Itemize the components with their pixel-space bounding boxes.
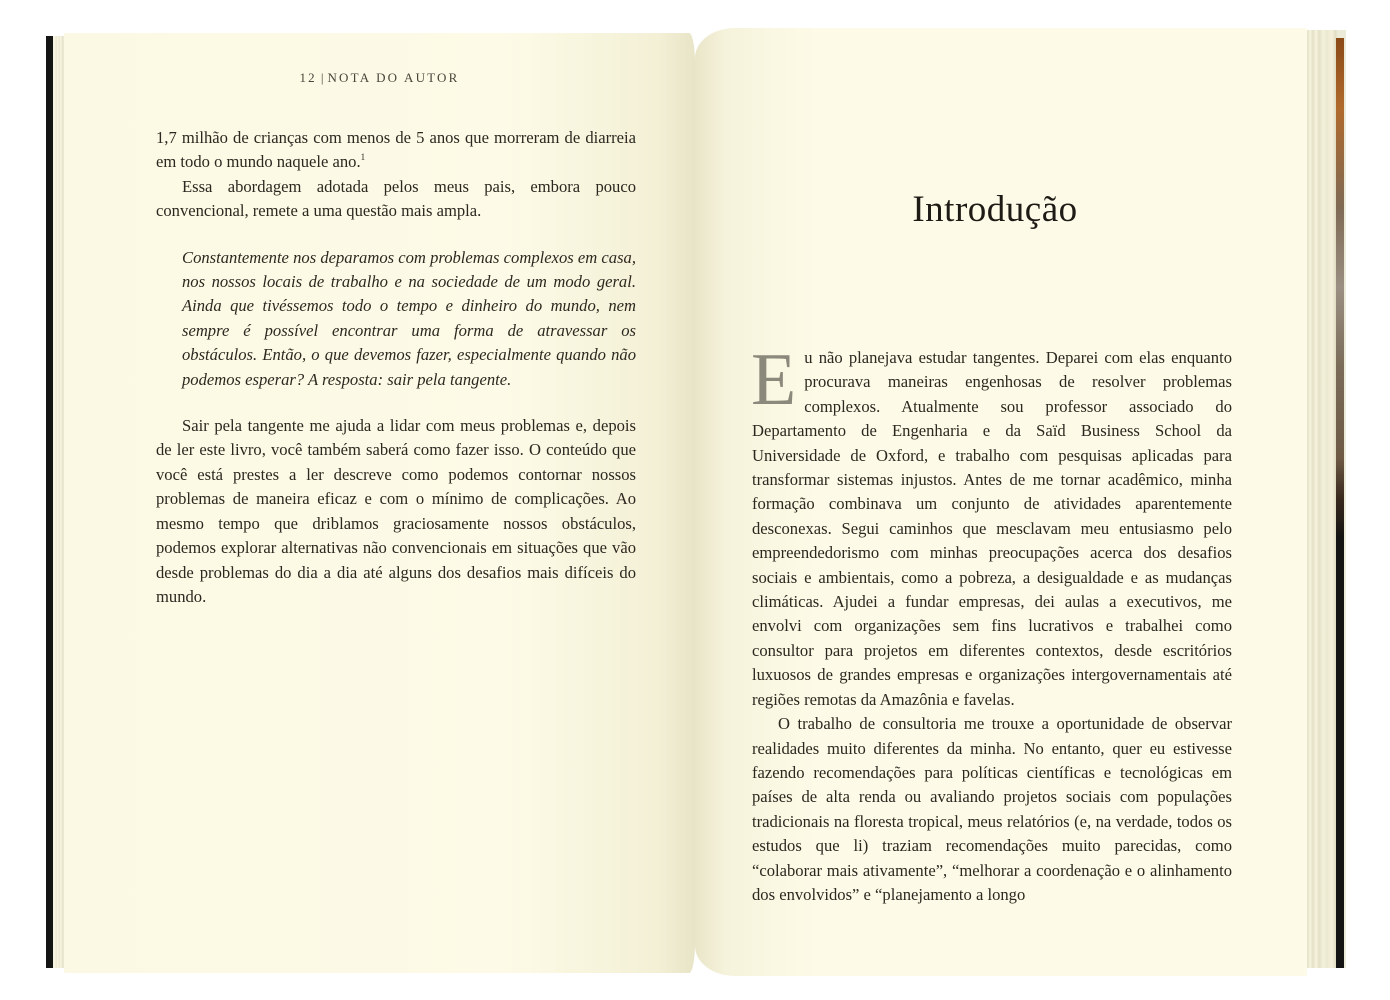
paragraph: Essa abordagem adotada pelos meus pais, embora pouco convencional, remete a uma questão mais ampla. bbox=[156, 176, 636, 221]
footnote-reference: 1 bbox=[360, 152, 366, 163]
running-head-separator: | bbox=[320, 70, 324, 85]
left-page-edges bbox=[46, 36, 66, 968]
left-page bbox=[64, 33, 695, 973]
paragraph-text: 1,7 milhão de crianças com menos de 5 anos que morreram de diarreia em todo o mundo naquele ano. bbox=[156, 128, 636, 172]
right-page-body bbox=[751, 339, 1232, 907]
paragraph bbox=[156, 126, 636, 175]
paragraph bbox=[751, 339, 1232, 712]
running-head bbox=[64, 70, 695, 86]
paragraph-text: u não planejava estudar tangentes. Deparei com elas enquanto procurava maneiras engenhosas de resolver problemas complexos. Atualmente sou professor associado do Departamento de Engenharia e da Saïd Business School da Universidade de Oxford, e trabalho com pesquisas aplicadas para transformar sistemas injustos. Antes de me tornar acadêmico, minha formação combinava um conjunto de atividades aparentemente desconexas. Segui caminhos que mesclavam meu entusiasmo pelo empreendedorismo com minhas preocupações acerca dos desafios sociais e ambientais, como a pobreza, a desigualdade e as mudanças climáticas. Ajudei a fundar empresas, dei aulas a executivos, me envolvi com organizações sem fins lucrativos e trabalhei como consultor para projetos em diferentes contextos, desde escritórios luxuosos de grandes empresas e organizações intergovernamentais até regiões remotas da Amazônia e favelas. bbox=[752, 348, 1232, 709]
paragraph: Sair pela tangente me ajuda a lidar com meus problemas e, depois de ler este livro, você também saberá como fazer isso. O conteúdo que você está prestes a ler descreve como podemos contornar nossos problemas de maneira eficaz e com o mínimo de complicações. Ao mesmo tempo que driblamos graciosamente nossos obstáculos, podemos explorar alternativas não convencionais em situações que vão desde problemas do dia a dia até alguns dos desafios mais difíceis do mundo. bbox=[156, 416, 636, 606]
right-page bbox=[695, 28, 1307, 976]
page-number: 12 bbox=[299, 70, 317, 85]
running-head-title: NOTA DO AUTOR bbox=[327, 70, 460, 85]
chapter-title: Introdução bbox=[912, 189, 1078, 230]
book-cover-edge bbox=[1336, 38, 1344, 968]
drop-cap: E bbox=[751, 339, 797, 421]
paragraph: O trabalho de consultoria me trouxe a oportunidade de observar realidades muito diferentes da minha. No entanto, quer eu estivesse fazendo recomendações para políticas científicas e tecnológicas em países de alta renda ou avaliando projetos sociais com populações tradicionais na floresta tropical, meus relatórios (e, na verdade, todos os estudos que li) traziam recomendações muito parecidas, como “colaborar mais ativamente”, “melhorar a coordenação e o alinhamento dos envolvidos” e “planejamento a longo bbox=[752, 714, 1232, 904]
block-quote: Constantemente nos deparamos com problemas complexos em casa, nos nossos locais de trabalho e na sociedade de um modo geral. Ainda que tivéssemos todo o tempo e dinheiro do mundo, nem sempre é possível encontrar uma forma de atravessar os obstáculos. Então, o que devemos fazer, especialmente quando não podemos esperar? A resposta: sair pela tangente. bbox=[182, 247, 636, 389]
left-page-body bbox=[156, 126, 636, 609]
